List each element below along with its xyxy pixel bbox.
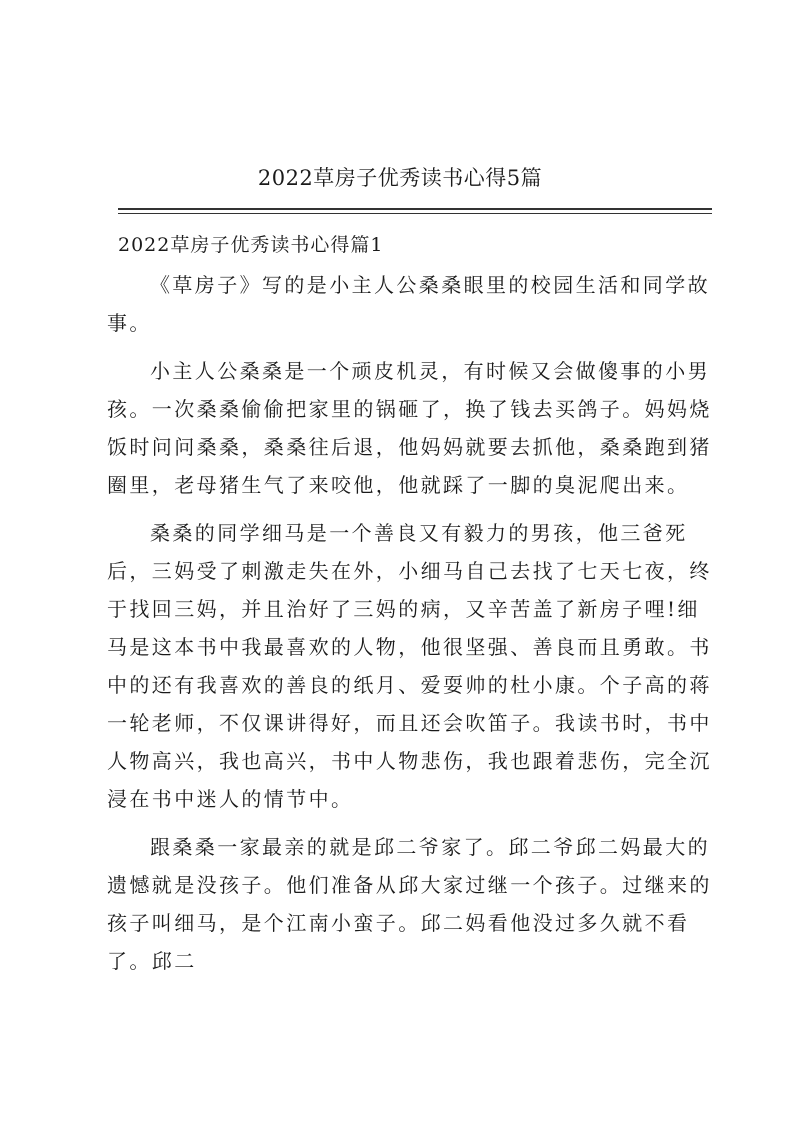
paragraph-3: 桑桑的同学细马是一个善良又有毅力的男孩，他三爸死后，三妈受了刺激走失在外，小细马自己去找了七天七夜，终于找回三妈，并且治好了三妈的病，又辛苦盖了新房子哩!细马是这本书中我最喜欢的人物，他很坚强、善良而且勇敢。书中的还有我喜欢的善良的纸月、爱耍帅的杜小康。个子高的蒋一轮老师，不仅课讲得好，而且还会吹笛子。我读书时，书中人物高兴，我也高兴，书中人物悲伤，我也跟着悲伤，完全沉浸在书中迷人的情节中。: [107, 521, 712, 811]
paragraph-2: 小主人公桑桑是一个顽皮机灵，有时候又会做傻事的小男孩。一次桑桑偷偷把家里的锅砸了，换了钱去买鸽子。妈妈烧饭时问问桑桑，桑桑往后退，他妈妈就要去抓他，桑桑跑到猪圈里，老母猪生气了来咬他，他就踩了一脚的臭泥爬出来。: [107, 359, 712, 497]
title-divider-thick: [118, 208, 712, 210]
body-text: [107, 266, 715, 990]
paragraph-4: 跟桑桑一家最亲的就是邱二爷家了。邱二爷邱二妈最大的遗憾就是没孩子。他们准备从邱大家过继一个孩子。过继来的孩子叫细马，是个江南小蛮子。邱二妈看他没过多久就不看了。邱二: [107, 835, 712, 973]
section-heading: 2022草房子优秀读书心得篇1: [118, 234, 384, 256]
paragraph-1: 《草房子》写的是小主人公桑桑眼里的校园生活和同学故事。: [107, 273, 710, 335]
document-title: 2022草房子优秀读书心得5篇: [257, 166, 543, 190]
title-divider-thin: [118, 213, 712, 214]
